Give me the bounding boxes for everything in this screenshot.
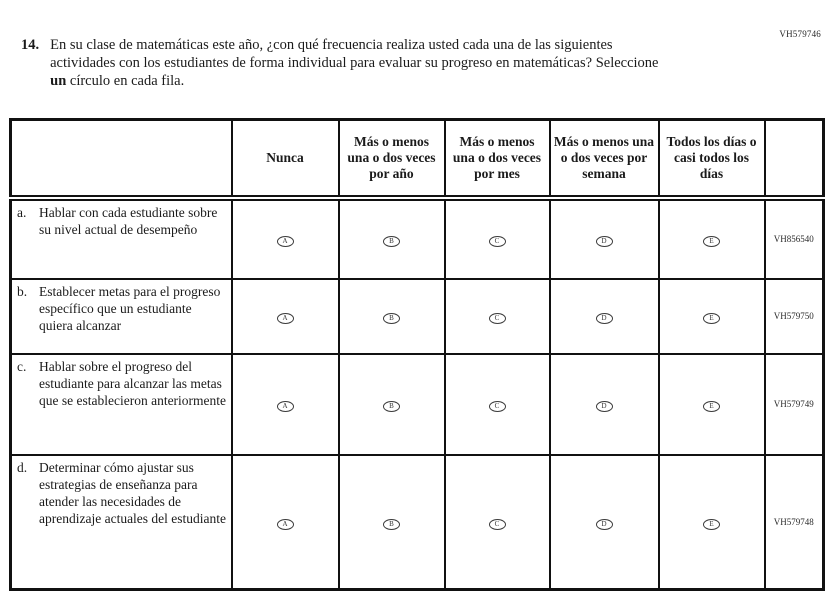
- option-cell-week: [550, 198, 659, 279]
- activity-cell: [11, 354, 232, 455]
- row-letter: a.: [17, 204, 27, 220]
- header-week: Más o menos una o dos veces por semana: [550, 120, 659, 198]
- bubble-option-a[interactable]: A: [277, 401, 294, 412]
- table-row-a: [11, 198, 824, 279]
- bubble-option-e[interactable]: E: [703, 313, 720, 324]
- question-14: [21, 36, 671, 90]
- row-letter: b.: [17, 283, 28, 299]
- option-cell-daily: [659, 354, 765, 455]
- bubble-option-c[interactable]: C: [489, 236, 506, 247]
- bubble-option-d[interactable]: D: [596, 519, 613, 530]
- row-letter: c.: [17, 358, 27, 374]
- option-cell-nunca: [232, 455, 339, 590]
- option-cell-week: [550, 455, 659, 590]
- option-cell-year: [339, 198, 445, 279]
- question-number: 14.: [21, 37, 40, 53]
- row-letter: d.: [17, 459, 28, 475]
- page-code: VH579746: [779, 29, 821, 39]
- bubble-option-e[interactable]: E: [703, 519, 720, 530]
- option-cell-year: [339, 354, 445, 455]
- frequency-table: [9, 118, 825, 591]
- row-code: VH579748: [765, 455, 824, 590]
- bubble-option-a[interactable]: A: [277, 519, 294, 530]
- header-daily: Todos los días o casi todos los días: [659, 120, 765, 198]
- question-text: [50, 36, 671, 90]
- row-code: VH579749: [765, 354, 824, 455]
- question-bold-word: un: [50, 73, 67, 89]
- option-cell-month: [445, 198, 550, 279]
- option-cell-nunca: [232, 198, 339, 279]
- header-row: [11, 120, 824, 198]
- option-cell-month: [445, 354, 550, 455]
- activity-cell: [11, 455, 232, 590]
- bubble-option-c[interactable]: C: [489, 313, 506, 324]
- option-cell-week: [550, 354, 659, 455]
- row-code: VH579750: [765, 279, 824, 354]
- option-cell-daily: [659, 455, 765, 590]
- option-cell-week: [550, 279, 659, 354]
- row-code: VH856540: [765, 198, 824, 279]
- activity-cell: [11, 279, 232, 354]
- option-cell-year: [339, 455, 445, 590]
- header-month: Más o menos una o dos veces por mes: [445, 120, 550, 198]
- table-row-b: [11, 279, 824, 354]
- bubble-option-c[interactable]: C: [489, 519, 506, 530]
- bubble-option-e[interactable]: E: [703, 236, 720, 247]
- question-text-start: En su clase de matemáticas este año, ¿con qué frecuencia realiza usted cada una de las siguientes actividades con los estudiantes de forma individual para evaluar su progreso en matemáticas? Seleccione: [50, 37, 659, 71]
- option-cell-month: [445, 455, 550, 590]
- table-row-d: [11, 455, 824, 590]
- activity-text: Hablar con cada estudiante sobre su nivel actual de desempeño: [39, 204, 218, 237]
- activity-text: Hablar sobre el progreso del estudiante para alcanzar las metas que se establecieron anteriormente: [39, 358, 227, 408]
- activity-text: Determinar cómo ajustar sus estrategias de enseñanza para atender las necesidades de aprendizaje actuales del estudiante: [39, 459, 227, 526]
- bubble-option-e[interactable]: E: [703, 401, 720, 412]
- header-activity-empty: [11, 120, 232, 198]
- option-cell-nunca: [232, 354, 339, 455]
- option-cell-daily: [659, 198, 765, 279]
- option-cell-month: [445, 279, 550, 354]
- bubble-option-b[interactable]: B: [383, 401, 400, 412]
- bubble-option-d[interactable]: D: [596, 401, 613, 412]
- bubble-option-a[interactable]: A: [277, 313, 294, 324]
- question-text-end: círculo en cada fila.: [66, 73, 185, 89]
- table-row-c: [11, 354, 824, 455]
- header-code-empty: [765, 120, 824, 198]
- header-year: Más o menos una o dos veces por año: [339, 120, 445, 198]
- bubble-option-d[interactable]: D: [596, 313, 613, 324]
- bubble-option-d[interactable]: D: [596, 236, 613, 247]
- bubble-option-b[interactable]: B: [383, 519, 400, 530]
- activity-cell: [11, 198, 232, 279]
- option-cell-year: [339, 279, 445, 354]
- activity-text: Establecer metas para el progreso específico que un estudiante quiera alcanzar: [39, 283, 221, 333]
- bubble-option-c[interactable]: C: [489, 401, 506, 412]
- option-cell-daily: [659, 279, 765, 354]
- bubble-option-a[interactable]: A: [277, 236, 294, 247]
- bubble-option-b[interactable]: B: [383, 313, 400, 324]
- header-nunca: Nunca: [232, 120, 339, 198]
- bubble-option-b[interactable]: B: [383, 236, 400, 247]
- option-cell-nunca: [232, 279, 339, 354]
